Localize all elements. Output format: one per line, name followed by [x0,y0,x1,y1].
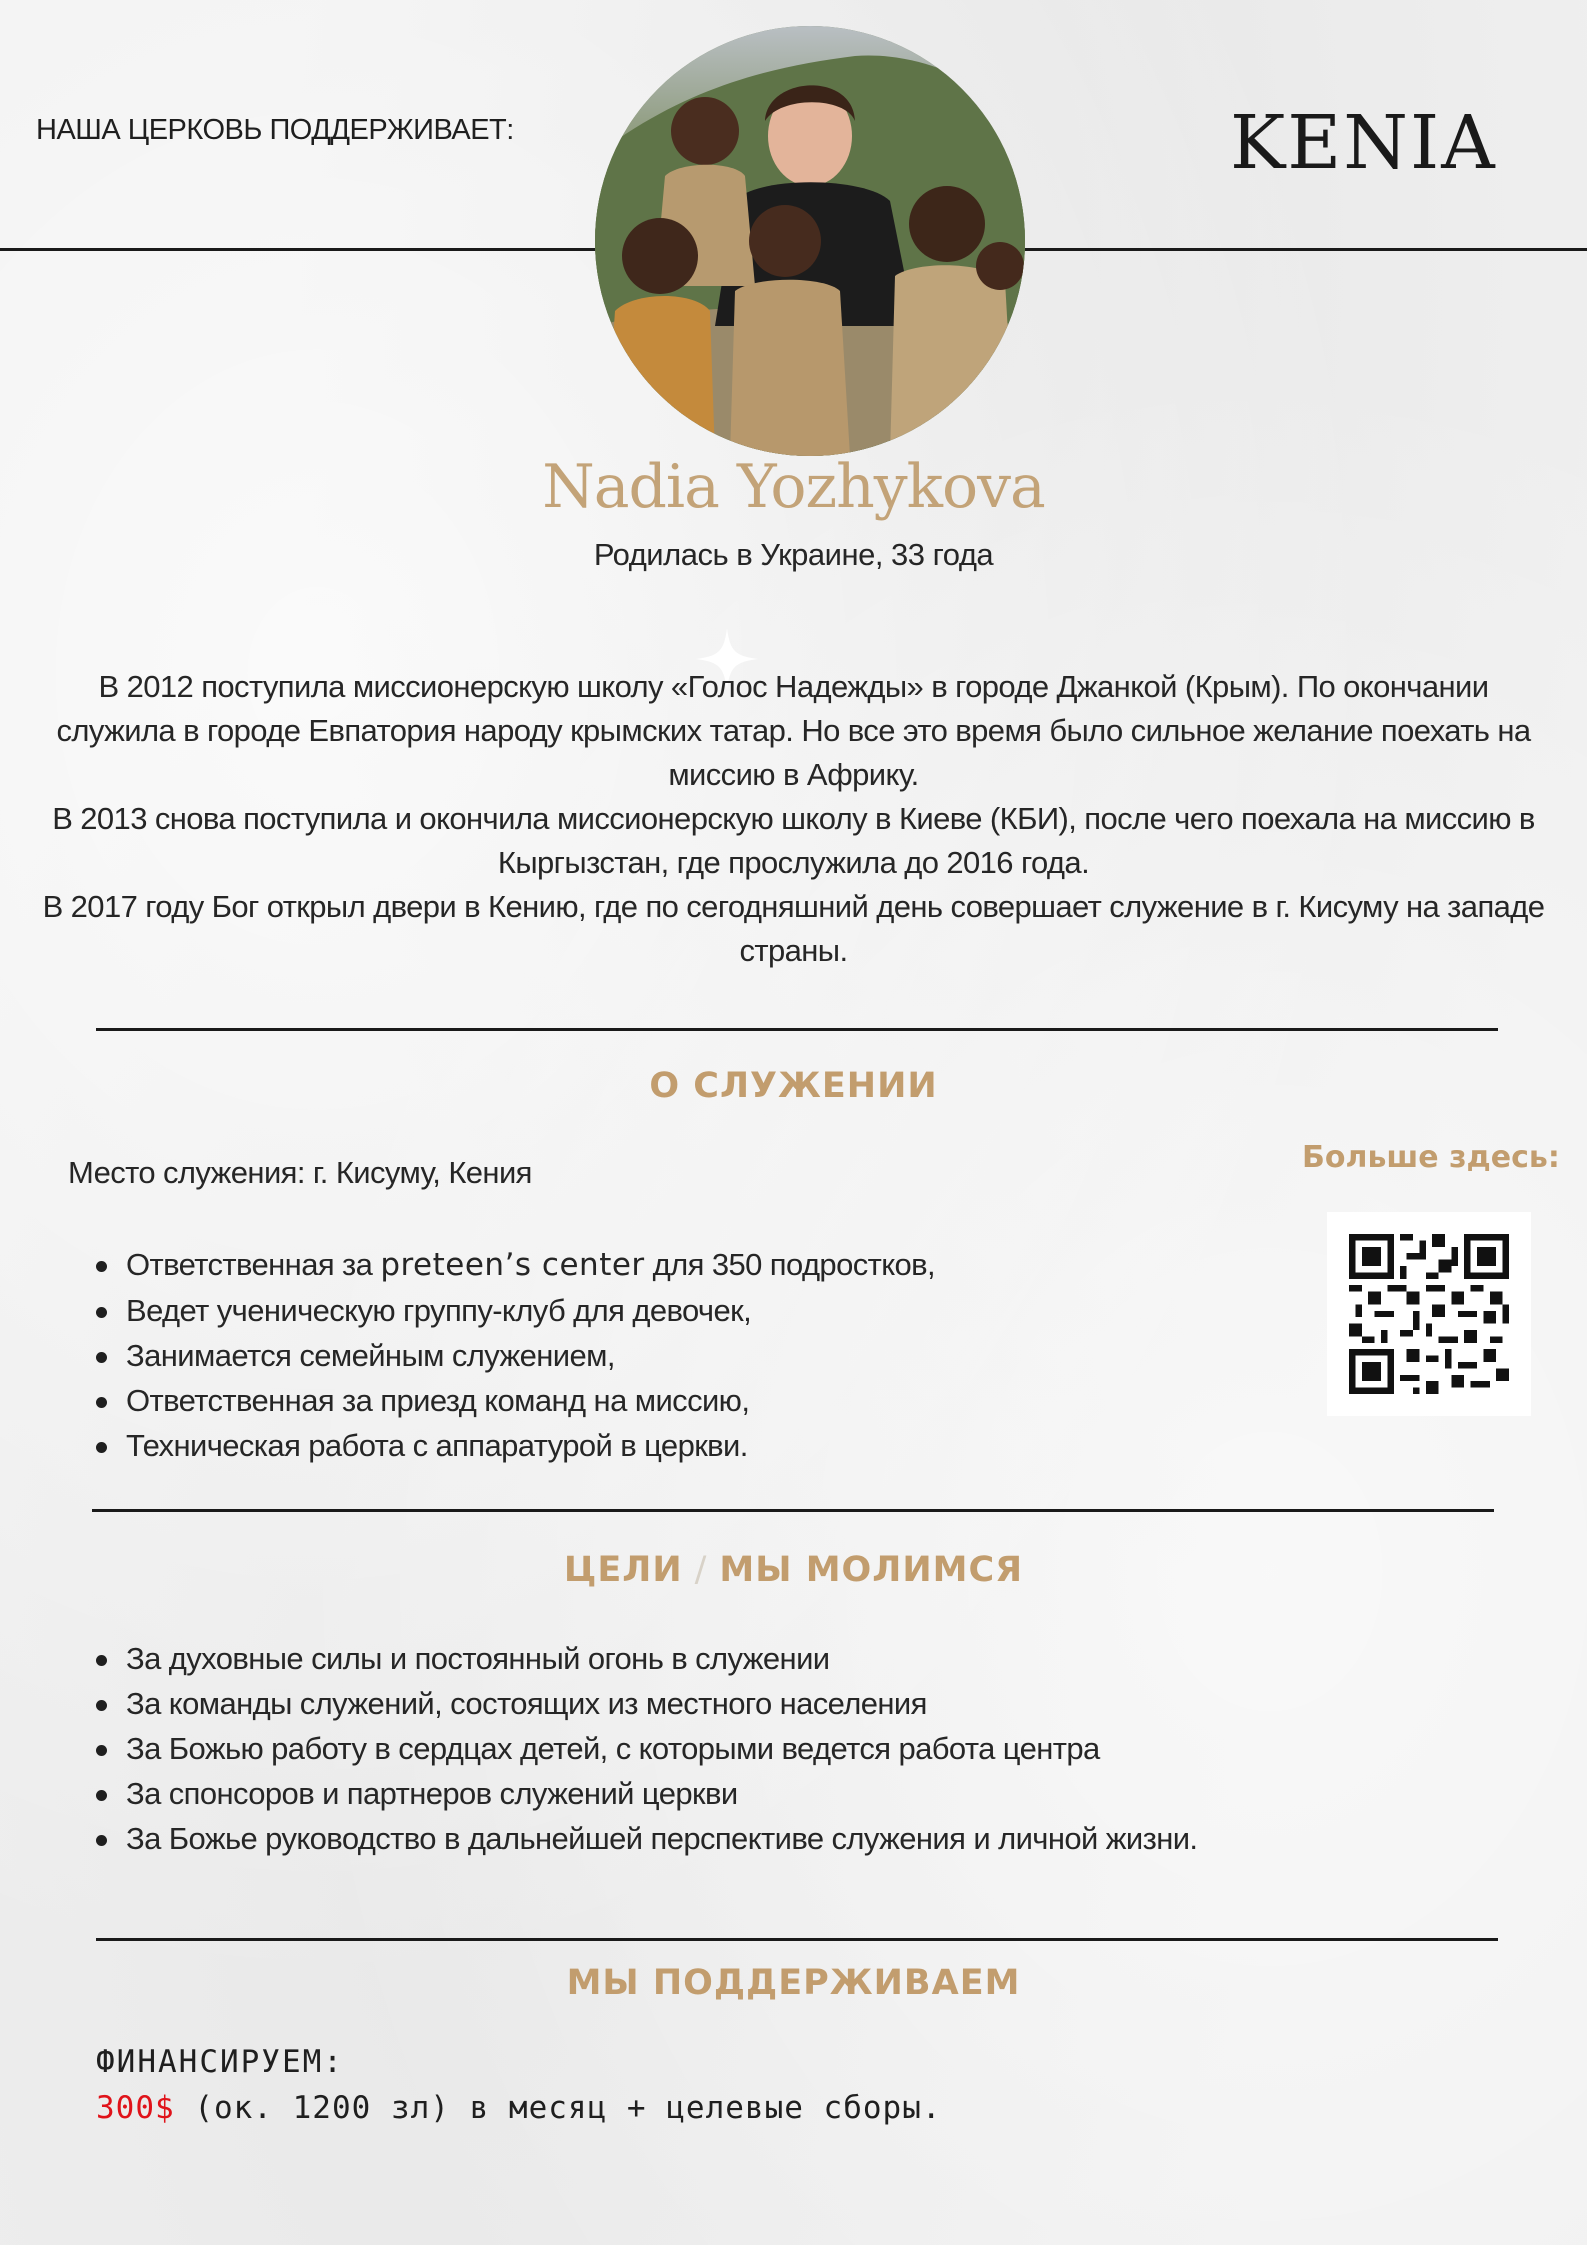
list-item: За духовные силы и постоянный огонь в служении [96,1636,1197,1681]
list-item: Занимается семейным служением, [96,1333,935,1378]
list-item: За команды служений, состоящих из местного населения [96,1681,1197,1726]
support-title: МЫ ПОДДЕРЖИВАЕМ [566,1963,1021,2003]
ministry-duties [96,1242,935,1468]
bio-paragraph: В 2013 снова поступила и окончила миссионерскую школу в Киеве (КБИ), после чего поехала на миссию в Кыргызстан, где прослужила до 2016 года. [52,801,1535,880]
list-item: За Божью работу в сердцах детей, с которыми ведется работа центра [96,1726,1197,1771]
profile-photo [595,26,1025,456]
qr-code-icon [1349,1234,1509,1394]
list-item: Ведет ученическую группу-клуб для девочек, [96,1288,935,1333]
bio-paragraph: В 2012 поступила миссионерскую школу «Голос Надежды» в городе Джанкой (Крым). По окончании служила в городе Евпатория народу крымских татар. Но все это время было сильное желание поехать на миссию в Африку. [56,669,1531,792]
ministry-title: О СЛУЖЕНИИ [649,1066,938,1106]
missionary-name: Nadia Yozhykova [542,452,1045,522]
prayer-list [96,1636,1197,1861]
section-divider [96,1938,1498,1941]
list-item: Техническая работа с аппаратурой в церкви. [96,1423,935,1468]
list-item: За спонсоров и партнеров служений церкви [96,1771,1197,1816]
list-item: За Божье руководство в дальнейшей перспективе служения и личной жизни. [96,1816,1197,1861]
missionary-with-children-image [595,26,1025,456]
preteens-center-highlight: preteen’s center [380,1247,645,1283]
section-divider [92,1509,1494,1512]
bio-paragraph: В 2017 году Бог открыл двери в Кению, где по сегодняшний день совершает служение в г. Кисуму на западе страны. [42,889,1545,968]
section-divider [96,1028,1498,1031]
list-item: Ответственная за preteen’s center для 350 подростков, [96,1242,935,1288]
more-info-label: Больше здесь: [1302,1140,1560,1175]
financing-details: 300$ (ок. 1200 зл) в месяц + целевые сборы. [96,2090,942,2126]
kenia-logo: KENIA [1230,100,1497,186]
biography [36,665,1551,973]
financing-amount: 300$ [96,2090,175,2126]
goals-title: ЦЕЛИ / МЫ МОЛИМСЯ [563,1550,1024,1590]
list-item: Ответственная за приезд команд на миссию, [96,1378,935,1423]
qr-code[interactable] [1327,1212,1531,1416]
ministry-place: Место служения: г. Кисуму, Кения [68,1155,532,1190]
title-separator: / [694,1550,708,1590]
church-label: НАША ЦЕРКОВЬ ПОДДЕРЖИВАЕТ: [36,114,514,146]
financing-label: ФИНАНСИРУЕМ: [96,2044,344,2080]
missionary-subtitle: Родилась в Украине, 33 года [593,537,994,572]
